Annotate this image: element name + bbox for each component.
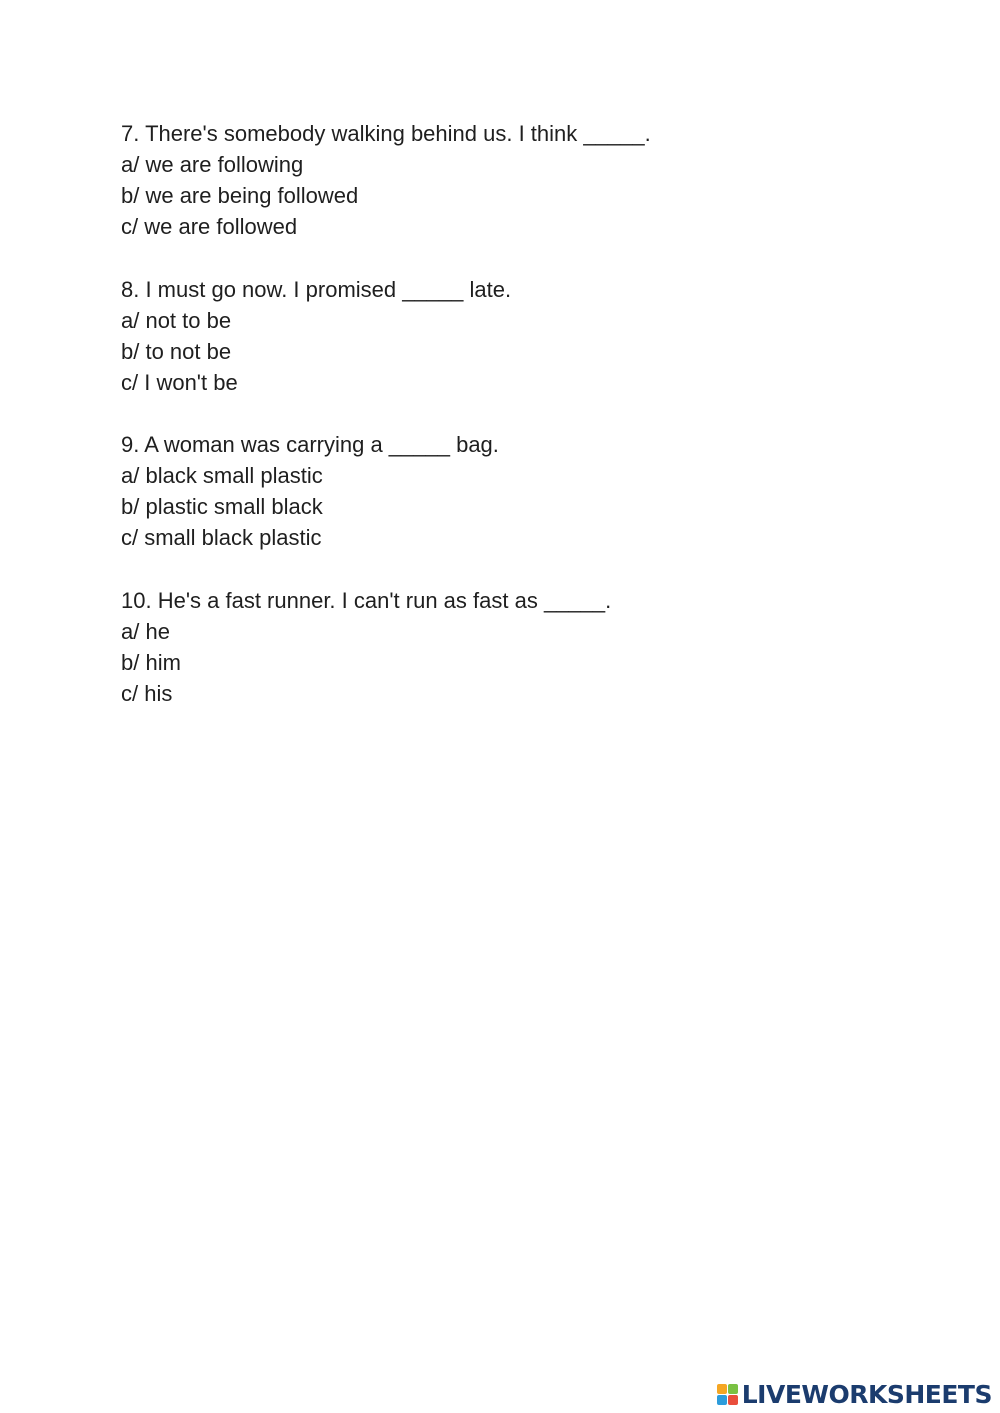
option-c: c/ I won't be [121, 370, 238, 395]
option-b: b/ plastic small black [121, 494, 323, 519]
question-prompt: 10. He's a fast runner. I can't run as fast as _____. [121, 588, 612, 613]
question-prompt: 7. There's somebody walking behind us. I think _____. [121, 121, 651, 146]
logo-square [728, 1384, 738, 1394]
logo-square [717, 1384, 727, 1394]
question-8 [121, 274, 511, 398]
option-b: b/ him [121, 650, 181, 675]
option-a: a/ we are following [121, 152, 304, 177]
option-c: c/ his [121, 681, 173, 706]
logo-mark-icon [717, 1384, 738, 1405]
option-b: b/ we are being followed [121, 183, 359, 208]
option-c: c/ small black plastic [121, 525, 322, 550]
liveworksheets-logo[interactable] [717, 1379, 992, 1409]
logo-square [717, 1395, 727, 1405]
question-10 [121, 585, 611, 709]
option-b: b/ to not be [121, 339, 232, 364]
option-a: a/ he [121, 619, 170, 644]
question-9 [121, 429, 499, 553]
logo-square [728, 1395, 738, 1405]
question-prompt: 9. A woman was carrying a _____ bag. [121, 432, 499, 457]
option-a: a/ black small plastic [121, 463, 323, 488]
question-7 [121, 118, 651, 242]
option-c: c/ we are followed [121, 214, 298, 239]
logo-text: LIVEWORKSHEETS [741, 1379, 992, 1409]
option-a: a/ not to be [121, 308, 232, 333]
question-prompt: 8. I must go now. I promised _____ late. [121, 277, 512, 302]
